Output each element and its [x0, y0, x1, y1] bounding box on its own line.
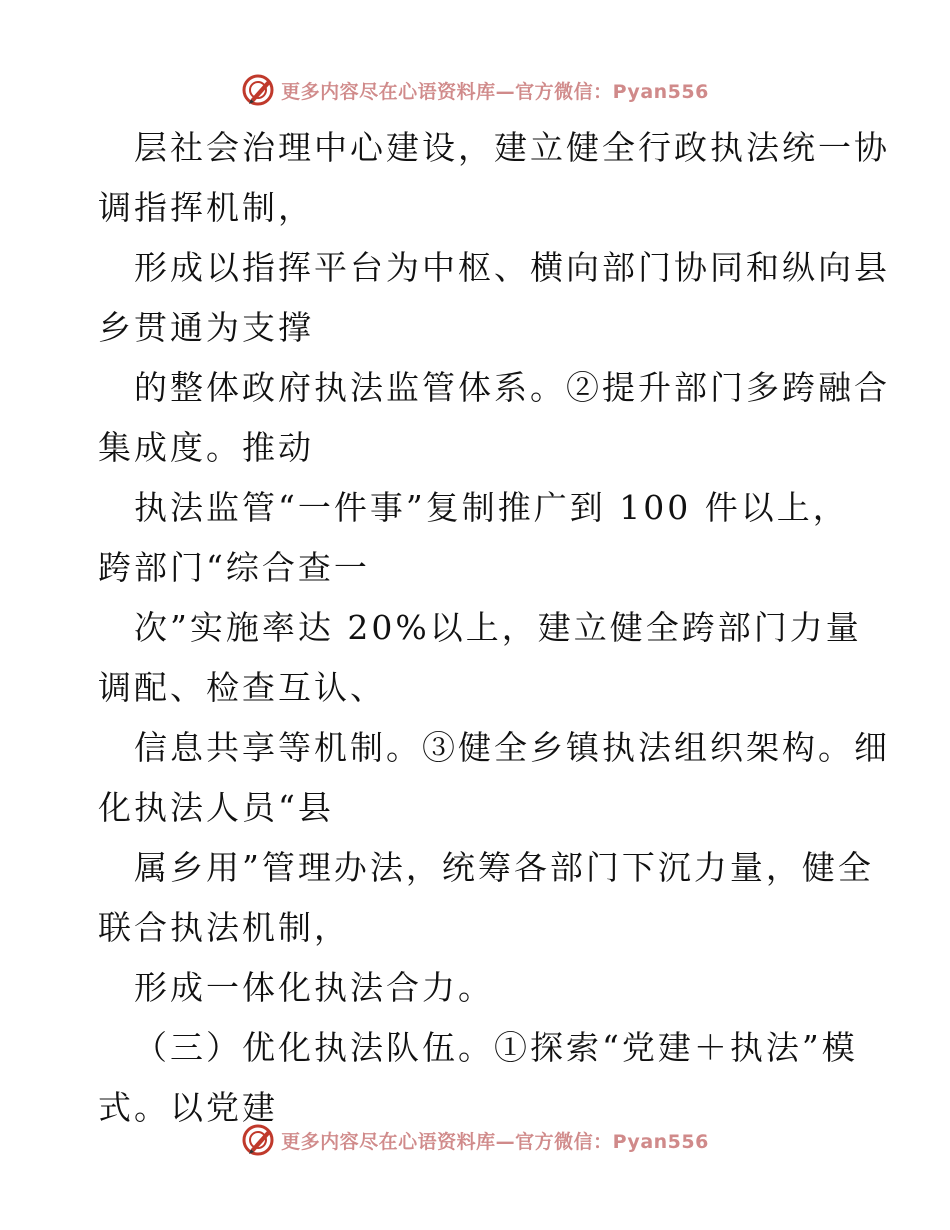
text-line: 化执法人员“县: [98, 788, 334, 827]
footer-watermark: [0, 1120, 950, 1160]
text-line: 形成以指挥平台为中枢、横向部门协同和纵向县: [134, 248, 890, 287]
text-line: 执法监管“一件事”复制推广到 100 件以上，: [134, 488, 849, 527]
document-body: [98, 118, 890, 1138]
text-line: 式。以党建: [98, 1088, 278, 1127]
pen-logo-icon: [241, 73, 275, 107]
text-line: 的整体政府执法监管体系。②提升部门多跨融合: [134, 368, 890, 407]
text-line: 乡贯通为支撑: [98, 308, 314, 347]
watermark-text: 更多内容尽在心语资料库—官方微信：Pyan556: [281, 1130, 709, 1153]
text-line: 属乡用”管理办法，统筹各部门下沉力量，健全: [134, 848, 874, 887]
text-line: 集成度。推动: [98, 428, 314, 467]
header-watermark: [0, 70, 950, 110]
text-line: 调指挥机制，: [98, 188, 314, 227]
text-line: 层社会治理中心建设，建立健全行政执法统一协: [134, 128, 890, 167]
watermark-text: 更多内容尽在心语资料库—官方微信：Pyan556: [281, 80, 709, 103]
text-line: 跨部门“综合查一: [98, 548, 370, 587]
text-line: 联合执法机制，: [98, 908, 350, 947]
text-line: 形成一体化执法合力。: [134, 968, 494, 1007]
text-line: 调配、检查互认、: [98, 668, 386, 707]
text-line: 次”实施率达 20%以上，建立健全跨部门力量: [134, 608, 862, 647]
pen-logo-icon: [241, 1123, 275, 1157]
text-line: （三）优化执法队伍。①探索“党建＋执法”模: [134, 1028, 858, 1067]
text-line: 信息共享等机制。③健全乡镇执法组织架构。细: [134, 728, 890, 767]
